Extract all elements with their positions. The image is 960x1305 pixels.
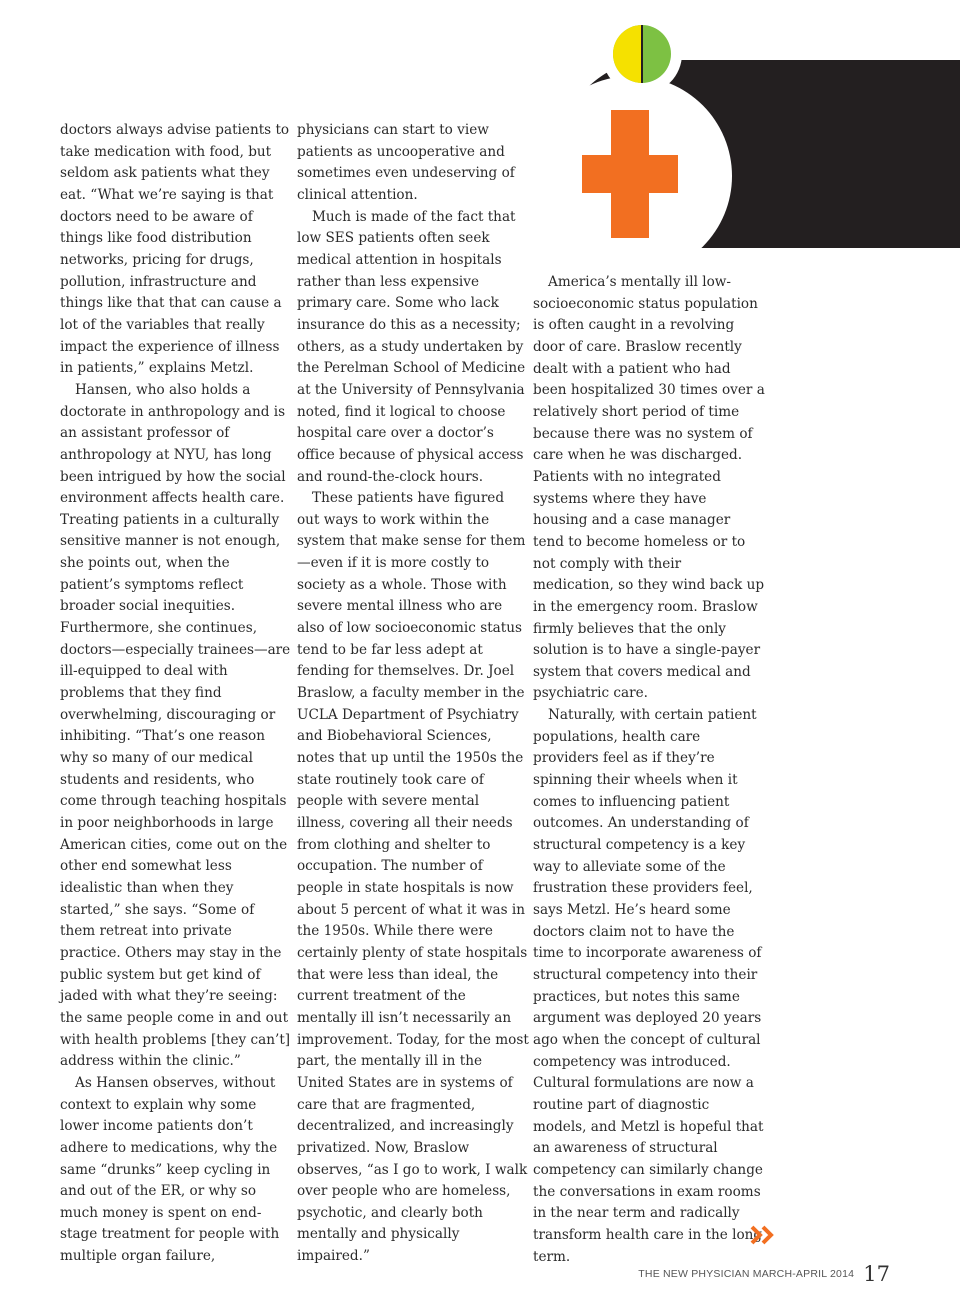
publication-name: THE NEW PHYSICIAN MARCH-APRIL 2014 <box>638 1268 855 1280</box>
half-circle-icon <box>613 25 671 83</box>
paragraph: Much is made of the fact that low SES patients often seek medical attention in hospitals rather than less expensive primary care. Some who lack insurance do this as a necessity; others, as a study undertaken by the Perelman School of Medicine at the University of Pennsylvania noted, find it logical to choose hospital care over a doctor’s office because of physical access and round-the-clock hours. <box>297 208 526 485</box>
page-footer <box>638 1262 890 1286</box>
half-circle-seam <box>641 25 643 83</box>
paragraph: Hansen, who also holds a doctorate in anthropology and is an assistant professor of anthropology at NYU, has long been intrigued by how the social environment affects health care. Treating patients in a culturally sensitive manner is not enough, she points out, when the patient’s symptoms reflect broader social inequities. Furthermore, she continues, doctors—especially trainees—are ill-equipped to deal with problems that they find overwhelming, discouraging or inhibiting. “That’s one reason why so many of our medical students and residents, who come through teaching hospitals in poor neighborhoods in large American cities, come out on the other end somewhat less idealistic than when they started,” she says. “Some of them retreat into private practice. Others may stay in the public system but get kind of jaded with what they’re seeing: the same people come in and out with health problems [they can’t] address within the clinic.” <box>60 381 291 1070</box>
paragraph: These patients have figured out ways to work within the system that make sense for them—even if it is more costly to society as a whole. Those with severe mental illness who are also of low socioeconomic status tend to be far less adept at fending for themselves. Dr. Joel Braslow, a faculty member in the UCLA Department of Psychiatry and Biobehavioral Sciences, notes that up until the 1950s the state routinely took care of people with severe mental illness, covering all their needs from clothing and shelter to occupation. The number of people in state hospitals is now about 5 percent of what it was in the 1950s. While there were certainly plenty of state hospitals that were less than ideal, the current treatment of the mentally ill isn’t necessarily an improvement. Today, for the most part, the mentally ill in the United States are in systems of care that are fragmented, decentralized, and increasingly privatized. Now, Braslow observes, “as I go to work, I walk over people who are homeless, psychotic, and clearly both mentally and physically impaired.” <box>297 490 529 1265</box>
paragraph: doctors always advise patients to take medication with food, but seldom ask patients what they eat. “What we’re saying is that doctors need to be aware of things like food distribution networks, pricing for drugs, pollution, infrastructure and things like that that can cause a lot of the variables that really impact the experience of illness in patients,” explains Metzl. <box>60 122 290 377</box>
article-column-2 <box>297 120 529 1268</box>
paragraph: physicians can start to view patients as uncooperative and sometimes even undeserving of clinical attention. <box>297 122 515 203</box>
article-column-1 <box>60 120 292 1268</box>
double-chevron-right-icon <box>749 1224 777 1246</box>
article-column-3 <box>533 272 765 1268</box>
paragraph: America’s mentally ill low-socioeconomic status population is often caught in a revolving door of care. Braslow recently dealt with a patient who had been hospitalized 30 times over a relatively short period of time because there was no system of care when he was discharged. Patients with no integrated systems where they have housing and a case manager tend to become homeless or to not comply with their medication, so they wind back up in the emergency room. Braslow firmly believes that the only solution is to have a single-payer system that covers medical and psychiatric care. <box>533 274 765 702</box>
paragraph: As Hansen observes, without context to explain why some lower income patients don’t adhere to medications, why the same “drunks” keep cycling in and out of the ER, or why so much money is spent on end-stage treatment for people with multiple organ failure, <box>60 1074 280 1265</box>
page-number: 17 <box>863 1262 890 1286</box>
paragraph: Naturally, with certain patient populations, health care providers feel as if they’re spinning their wheels when it comes to influencing patient outcomes. An understanding of structural competency is a key way to alleviate some of the frustration these providers feel, says Metzl. He’s heard some doctors claim not to have the time to incorporate awareness of structural competency into their practices, but notes this same argument was deployed 20 years ago when the concept of cultural competency was introduced. Cultural formulations are now a routine part of diagnostic models, and Metzl is hopeful that an awareness of structural competency can similarly change the conversations in exam rooms in the near term and radically transform health care in the long term. <box>533 707 764 1265</box>
yellow-half <box>613 25 642 83</box>
cross-horizontal-bar <box>582 155 678 193</box>
